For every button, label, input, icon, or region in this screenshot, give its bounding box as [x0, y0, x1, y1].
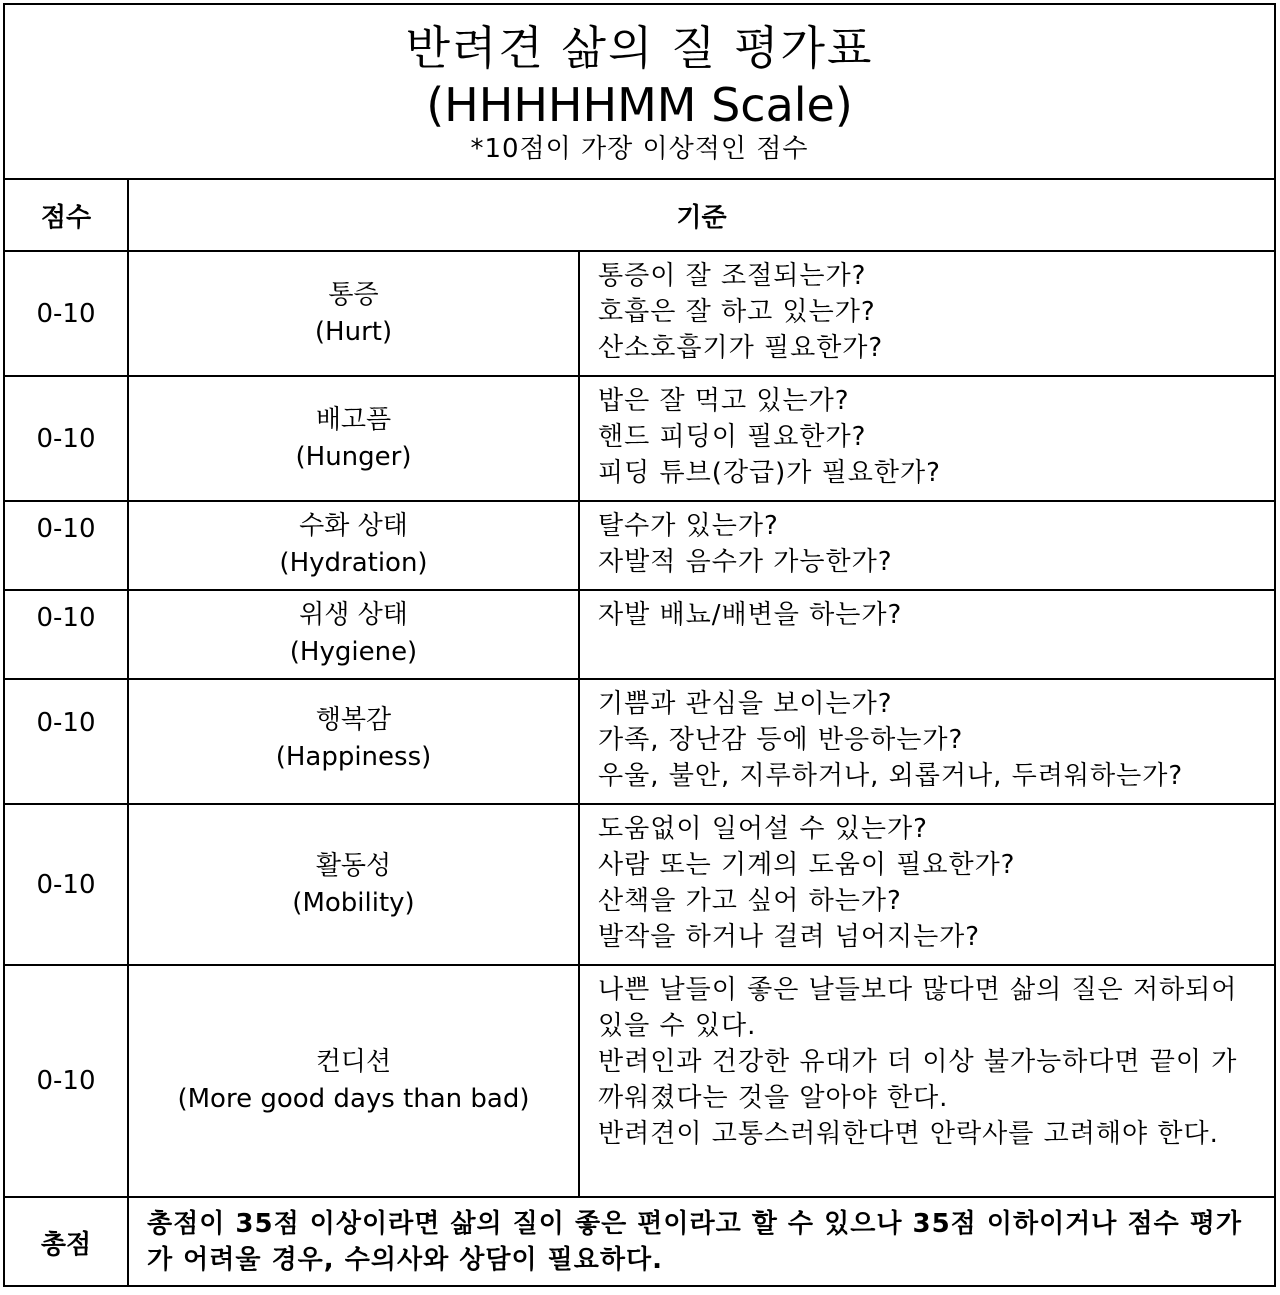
score-cell: 0-10 [5, 679, 128, 804]
total-label: 총점 [5, 1197, 128, 1286]
criteria-cell [579, 965, 1274, 1197]
score-header: 점수 [5, 180, 128, 251]
category-en: (Hunger) [295, 441, 412, 472]
score-cell: 0-10 [5, 501, 128, 590]
scale-name: (HHHHHMM Scale) [426, 78, 853, 132]
score-cell: 0-10 [5, 251, 128, 376]
category-en: (Hygiene) [289, 637, 418, 667]
criteria-line: 밥은 잘 먹고 있는가? [598, 386, 850, 416]
score-cell: 0-10 [5, 376, 128, 501]
criteria-line: 도움없이 일어설 수 있는가? [598, 814, 928, 844]
table-row [5, 376, 1274, 501]
score-cell: 0-10 [5, 965, 128, 1197]
category-ko: 통증 [328, 279, 379, 310]
criteria-cell [579, 251, 1274, 376]
criteria-line: 호흡은 잘 하고 있는가? [598, 297, 876, 327]
category-cell [128, 251, 579, 376]
table-row [5, 679, 1274, 804]
category-en: (Happiness) [275, 742, 432, 772]
table-row [5, 590, 1274, 679]
criteria-line: 피딩 튜브(강급)가 필요한가? [598, 458, 941, 488]
criteria-line: 탈수가 있는가? [598, 511, 779, 541]
category-ko: 위생 상태 [299, 600, 408, 630]
category-ko: 수화 상태 [299, 511, 408, 541]
table-header-row [5, 180, 1274, 251]
category-cell [128, 679, 579, 804]
total-row [5, 1197, 1274, 1286]
category-ko: 배고픔 [315, 404, 392, 435]
category-ko: 컨디션 [315, 1047, 392, 1077]
category-cell [128, 501, 579, 590]
table-row [5, 804, 1274, 965]
category-cell [128, 590, 579, 679]
category-cell [128, 804, 579, 965]
category-en: (Mobility) [292, 887, 415, 918]
category-cell [128, 965, 579, 1197]
total-note: 총점이 35점 이상이라면 삶의 질이 좋은 편이라고 할 수 있으나 35점 이하이거나 점수 평가가 어려울 경우, 수의사와 상담이 필요하다. [128, 1197, 1274, 1286]
criteria-line: 통증이 잘 조절되는가? [598, 261, 867, 291]
criteria-cell [579, 679, 1274, 804]
category-ko: 활동성 [315, 850, 392, 881]
criteria-cell [579, 804, 1274, 965]
table-row [5, 501, 1274, 590]
criteria-line: 발작을 하거나 걸려 넘어지는가? [598, 922, 981, 952]
criteria-line: 나쁜 날들이 좋은 날들보다 많다면 삶의 질은 저하되어 있을 수 있다. [598, 975, 1238, 1041]
title-block [5, 5, 1274, 180]
criteria-header: 기준 [128, 180, 1274, 251]
criteria-line: 기쁨과 관심을 보이는가? [598, 689, 893, 719]
page-title: 반려견 삶의 질 평가표 [405, 21, 874, 75]
criteria-line: 자발적 음수가 가능한가? [598, 547, 893, 577]
criteria-cell [579, 376, 1274, 501]
score-note: *10점이 가장 이상적인 점수 [470, 134, 809, 164]
qol-table-frame [3, 3, 1276, 1287]
score-cell: 0-10 [5, 590, 128, 679]
criteria-line: 사람 또는 기계의 도움이 필요한가? [598, 850, 1016, 880]
criteria-line: 자발 배뇨/배변을 하는가? [598, 600, 903, 630]
score-cell: 0-10 [5, 804, 128, 965]
criteria-table [5, 180, 1274, 1286]
table-row [5, 965, 1274, 1197]
category-en: (More good days than bad) [177, 1084, 530, 1114]
criteria-line: 산책을 가고 싶어 하는가? [598, 886, 902, 916]
criteria-line: 반려견이 고통스러워한다면 안락사를 고려해야 한다. [598, 1119, 1219, 1149]
criteria-line: 우울, 불안, 지루하거나, 외롭거나, 두려워하는가? [598, 761, 1184, 791]
criteria-cell [579, 590, 1274, 679]
criteria-line: 가족, 장난감 등에 반응하는가? [598, 725, 964, 755]
category-ko: 행복감 [315, 705, 392, 735]
criteria-cell [579, 501, 1274, 590]
category-cell [128, 376, 579, 501]
category-en: (Hurt) [314, 316, 393, 347]
criteria-line: 반려인과 건강한 유대가 더 이상 불가능하다면 끝이 가까워졌다는 것을 알아야 한다. [598, 1047, 1238, 1113]
criteria-line: 산소호흡기가 필요한가? [598, 333, 884, 363]
table-row [5, 251, 1274, 376]
criteria-line: 핸드 피딩이 필요한가? [598, 422, 867, 452]
category-en: (Hydration) [279, 548, 428, 578]
